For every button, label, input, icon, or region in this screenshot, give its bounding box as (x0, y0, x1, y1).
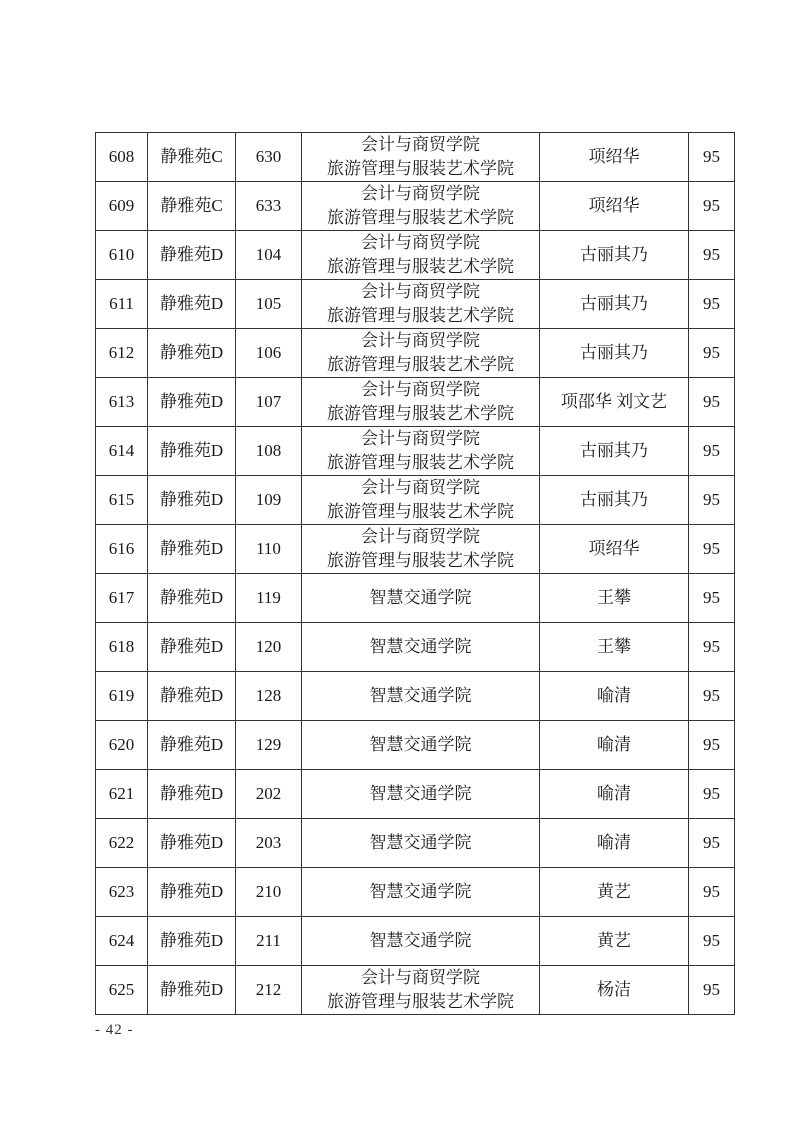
building-cell: 静雅苑D (148, 672, 236, 721)
college-cell (302, 231, 540, 280)
row-number-cell: 617 (96, 574, 148, 623)
responsible-person-cell: 黄艺 (540, 868, 689, 917)
table-row (96, 721, 735, 770)
table-body (96, 133, 735, 1015)
room-number-cell: 630 (236, 133, 302, 182)
building-cell: 静雅苑C (148, 133, 236, 182)
row-number-cell: 625 (96, 966, 148, 1015)
college-cell (302, 917, 540, 966)
room-number-cell: 203 (236, 819, 302, 868)
score-cell: 95 (689, 476, 735, 525)
table-row (96, 917, 735, 966)
score-cell: 95 (689, 427, 735, 476)
row-number-cell: 623 (96, 868, 148, 917)
row-number-cell: 620 (96, 721, 148, 770)
score-cell: 95 (689, 721, 735, 770)
college-name: 智慧交通学院 (369, 588, 472, 607)
responsible-person-cell: 王攀 (540, 623, 689, 672)
college-name: 旅游管理与服装艺术学院 (327, 208, 514, 227)
table-row (96, 672, 735, 721)
responsible-person-cell: 古丽其乃 (540, 231, 689, 280)
room-number-cell: 210 (236, 868, 302, 917)
score-cell: 95 (689, 672, 735, 721)
score-cell: 95 (689, 525, 735, 574)
row-number-cell: 609 (96, 182, 148, 231)
college-name: 会计与商贸学院 (361, 184, 480, 203)
college-name: 智慧交通学院 (369, 833, 472, 852)
room-number-cell: 104 (236, 231, 302, 280)
college-cell (302, 133, 540, 182)
table-row (96, 329, 735, 378)
building-cell: 静雅苑C (148, 182, 236, 231)
responsible-person-cell: 喻清 (540, 770, 689, 819)
college-name: 旅游管理与服装艺术学院 (327, 551, 514, 570)
score-cell: 95 (689, 280, 735, 329)
row-number-cell: 615 (96, 476, 148, 525)
building-cell: 静雅苑D (148, 623, 236, 672)
building-cell: 静雅苑D (148, 819, 236, 868)
building-cell: 静雅苑D (148, 427, 236, 476)
college-cell (302, 574, 540, 623)
responsible-person-cell: 古丽其乃 (540, 476, 689, 525)
table-row (96, 378, 735, 427)
table-row (96, 133, 735, 182)
college-cell (302, 868, 540, 917)
row-number-cell: 613 (96, 378, 148, 427)
responsible-person-cell: 喻清 (540, 721, 689, 770)
table-row (96, 623, 735, 672)
college-cell (302, 427, 540, 476)
college-name: 会计与商贸学院 (361, 478, 480, 497)
table-row (96, 476, 735, 525)
room-number-cell: 105 (236, 280, 302, 329)
row-number-cell: 614 (96, 427, 148, 476)
room-number-cell: 120 (236, 623, 302, 672)
building-cell: 静雅苑D (148, 329, 236, 378)
college-cell (302, 280, 540, 329)
college-cell (302, 525, 540, 574)
room-number-cell: 107 (236, 378, 302, 427)
college-name: 旅游管理与服装艺术学院 (327, 306, 514, 325)
college-name: 智慧交通学院 (369, 686, 472, 705)
college-name: 智慧交通学院 (369, 735, 472, 754)
college-name: 智慧交通学院 (369, 637, 472, 656)
responsible-person-cell: 古丽其乃 (540, 427, 689, 476)
responsible-person-cell: 项绍华 (540, 133, 689, 182)
building-cell: 静雅苑D (148, 525, 236, 574)
responsible-person-cell: 项绍华 (540, 525, 689, 574)
building-cell: 静雅苑D (148, 231, 236, 280)
row-number-cell: 612 (96, 329, 148, 378)
score-cell: 95 (689, 917, 735, 966)
college-name: 会计与商贸学院 (361, 429, 480, 448)
dormitory-score-table (95, 132, 735, 1015)
college-cell (302, 329, 540, 378)
score-cell: 95 (689, 378, 735, 427)
college-cell (302, 819, 540, 868)
responsible-person-cell: 喻清 (540, 819, 689, 868)
college-name: 智慧交通学院 (369, 931, 472, 950)
score-cell: 95 (689, 182, 735, 231)
row-number-cell: 610 (96, 231, 148, 280)
table-row (96, 427, 735, 476)
table-row (96, 868, 735, 917)
table-row (96, 231, 735, 280)
table-row (96, 966, 735, 1015)
score-cell: 95 (689, 770, 735, 819)
row-number-cell: 616 (96, 525, 148, 574)
row-number-cell: 624 (96, 917, 148, 966)
row-number-cell: 622 (96, 819, 148, 868)
college-name: 智慧交通学院 (369, 882, 472, 901)
college-cell (302, 721, 540, 770)
room-number-cell: 129 (236, 721, 302, 770)
score-cell: 95 (689, 623, 735, 672)
responsible-person-cell: 王攀 (540, 574, 689, 623)
page-number: - 42 - (95, 1022, 134, 1038)
row-number-cell: 618 (96, 623, 148, 672)
building-cell: 静雅苑D (148, 280, 236, 329)
college-cell (302, 770, 540, 819)
college-name: 旅游管理与服装艺术学院 (327, 159, 514, 178)
row-number-cell: 621 (96, 770, 148, 819)
college-cell (302, 182, 540, 231)
score-cell: 95 (689, 133, 735, 182)
college-name: 会计与商贸学院 (361, 135, 480, 154)
college-name: 会计与商贸学院 (361, 527, 480, 546)
college-name: 会计与商贸学院 (361, 331, 480, 350)
room-number-cell: 119 (236, 574, 302, 623)
table-row (96, 525, 735, 574)
college-name: 旅游管理与服装艺术学院 (327, 502, 514, 521)
college-name: 会计与商贸学院 (361, 380, 480, 399)
college-name: 会计与商贸学院 (361, 233, 480, 252)
score-cell: 95 (689, 231, 735, 280)
row-number-cell: 611 (96, 280, 148, 329)
responsible-person-cell: 喻清 (540, 672, 689, 721)
college-cell (302, 623, 540, 672)
score-cell: 95 (689, 329, 735, 378)
room-number-cell: 633 (236, 182, 302, 231)
college-name: 旅游管理与服装艺术学院 (327, 453, 514, 472)
score-cell: 95 (689, 574, 735, 623)
responsible-person-cell: 古丽其乃 (540, 280, 689, 329)
building-cell: 静雅苑D (148, 770, 236, 819)
college-cell (302, 672, 540, 721)
score-cell: 95 (689, 868, 735, 917)
responsible-person-cell: 项邵华 刘文艺 (540, 378, 689, 427)
building-cell: 静雅苑D (148, 476, 236, 525)
college-cell (302, 476, 540, 525)
building-cell: 静雅苑D (148, 721, 236, 770)
row-number-cell: 608 (96, 133, 148, 182)
college-name: 旅游管理与服装艺术学院 (327, 355, 514, 374)
table-row (96, 819, 735, 868)
building-cell: 静雅苑D (148, 966, 236, 1015)
building-cell: 静雅苑D (148, 868, 236, 917)
table-row (96, 280, 735, 329)
room-number-cell: 106 (236, 329, 302, 378)
college-name: 旅游管理与服装艺术学院 (327, 257, 514, 276)
room-number-cell: 202 (236, 770, 302, 819)
college-name: 会计与商贸学院 (361, 968, 480, 987)
building-cell: 静雅苑D (148, 917, 236, 966)
score-cell: 95 (689, 966, 735, 1015)
room-number-cell: 212 (236, 966, 302, 1015)
college-cell (302, 966, 540, 1015)
table-row (96, 574, 735, 623)
table-row (96, 182, 735, 231)
room-number-cell: 109 (236, 476, 302, 525)
score-cell: 95 (689, 819, 735, 868)
college-name: 智慧交通学院 (369, 784, 472, 803)
responsible-person-cell: 黄艺 (540, 917, 689, 966)
responsible-person-cell: 项绍华 (540, 182, 689, 231)
building-cell: 静雅苑D (148, 574, 236, 623)
responsible-person-cell: 杨洁 (540, 966, 689, 1015)
college-name: 旅游管理与服装艺术学院 (327, 992, 514, 1011)
college-name: 旅游管理与服装艺术学院 (327, 404, 514, 423)
room-number-cell: 211 (236, 917, 302, 966)
responsible-person-cell: 古丽其乃 (540, 329, 689, 378)
row-number-cell: 619 (96, 672, 148, 721)
room-number-cell: 110 (236, 525, 302, 574)
room-number-cell: 128 (236, 672, 302, 721)
college-cell (302, 378, 540, 427)
college-name: 会计与商贸学院 (361, 282, 480, 301)
room-number-cell: 108 (236, 427, 302, 476)
building-cell: 静雅苑D (148, 378, 236, 427)
table-row (96, 770, 735, 819)
